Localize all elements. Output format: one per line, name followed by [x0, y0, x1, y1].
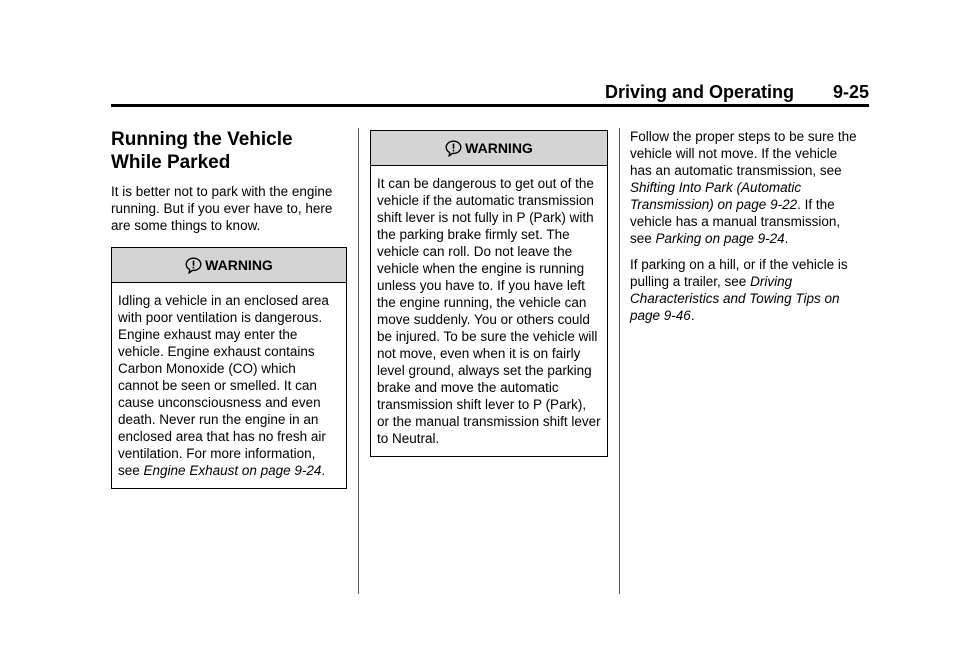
warning-bubble-icon [185, 257, 202, 274]
section-title-line2: While Parked [111, 152, 231, 173]
paragraph-shift-steps [630, 128, 862, 247]
warning-header [371, 131, 607, 166]
warning-box [370, 130, 608, 457]
column-divider [619, 128, 620, 594]
section-title-line1: Running the Vehicle [111, 129, 293, 150]
paragraph-text: Follow the proper steps to be sure the vehicle will not move. If the vehicle has an automatic transmission, see [630, 129, 857, 178]
intro-paragraph: It is better not to park with the engine running. But if you ever have to, here are some things to know. [111, 184, 333, 233]
paragraph-hill-trailer [630, 256, 862, 324]
column-left [111, 128, 347, 489]
column-divider [358, 128, 359, 594]
column-right [630, 128, 862, 333]
warning-body-text: Idling a vehicle in an enclosed area with poor ventilation is dangerous. Engine exhaust may enter the vehicle. Engine exhaust contains Carbon Monoxide (CO) which cannot be seen or smelled. It can cause unconsciousness and even death. Never run the engine in an enclosed area that has no fresh air ventilation. For more information, see [118, 293, 329, 478]
warning-box [111, 247, 347, 489]
sentence-end: . [690, 308, 695, 323]
warning-text [112, 283, 346, 488]
paragraph-text: . If the vehicle has a manual transmission, see [630, 197, 841, 246]
cross-reference-link[interactable]: Parking on page 9-24 [655, 231, 785, 246]
header-section-title: Driving and Operating [604, 82, 794, 102]
cross-reference-link[interactable]: Driving Characteristics and Towing Tips on page 9-46 [630, 274, 840, 323]
sentence-end: . [321, 463, 326, 478]
warning-label: WARNING [465, 140, 533, 156]
warning-bubble-icon [445, 140, 462, 157]
warning-text: It can be dangerous to get out of the vehicle if the automatic transmission shift lever is not fully in P (Park) with the parking brake firmly set. The vehicle can roll. Do not leave the vehicle when the engine is running unless you have to. If you have left the engine running, the vehicle can move suddenly. You or others could be injured. To be sure the vehicle will not move, even when it is on fairly level ground, always set the parking brake and move the automatic transmission shift lever to P (Park), or the manual transmission shift lever to Neutral. [377, 176, 601, 446]
section-title [111, 128, 347, 174]
paragraph-text: If parking on a hill, or if the vehicle is pulling a trailer, see [630, 257, 848, 289]
warning-header [112, 248, 346, 283]
column-middle [370, 128, 608, 457]
header-page-number: 9-25 [832, 82, 869, 102]
cross-reference-link[interactable]: Engine Exhaust on page 9-24 [143, 463, 322, 478]
warning-label: WARNING [205, 257, 273, 273]
cross-reference-link[interactable]: Shifting Into Park (Automatic Transmission) on page 9-22 [630, 180, 802, 212]
sentence-end: . [784, 231, 789, 246]
page-header [111, 80, 869, 107]
